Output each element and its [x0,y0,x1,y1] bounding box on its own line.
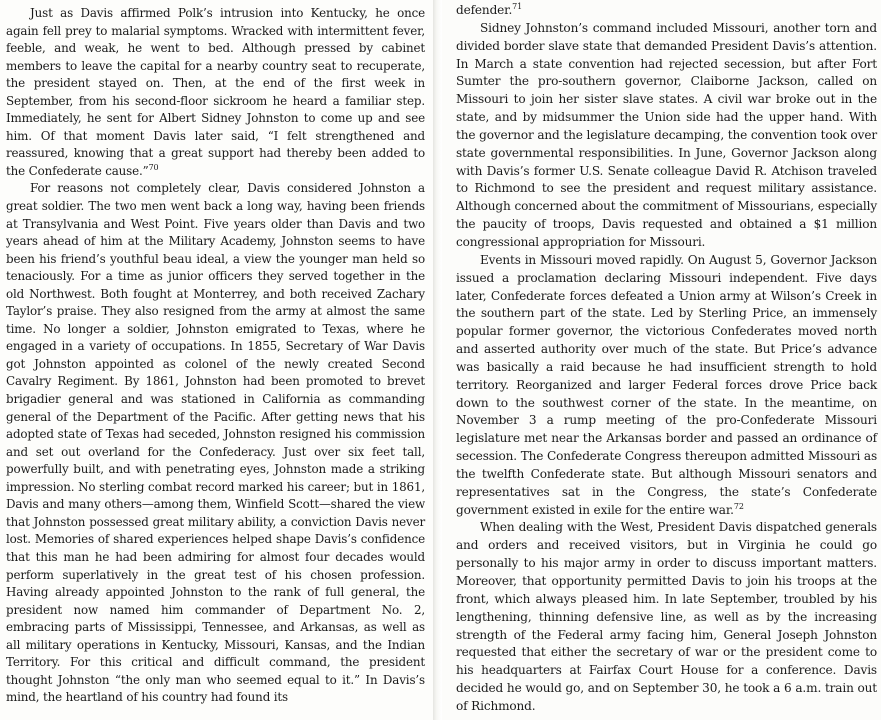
right-text-column [456,2,877,716]
right-page [442,0,881,720]
paragraph-text: Events in Missouri moved rapidly. On August 5, Governor Jackson issued a proclamation declaring Missouri independent. Five days later, Confederate forces defeated a Union army at Wilson’s Creek in the southern part of the state. Led by Sterling Price, an immensely popular former governor, the victorious Confederates moved north and asserted authority over much of the state. But Price’s advance was basically a raid because he had insufficient strength to hold territory. Reorganized and larger Federal forces drove Price back down to the southwest corner of the state. In the meantime, on November 3 a rump meeting of the pro-Confederate Missouri legislature met near the Arkansas border and passed an ordinance of secession. The Confederate Congress thereupon admitted Missouri as the twelfth Confederate state. But although Missouri senators and representatives sat in the Congress, the state’s Confederate government existed in exile for the entire war. [456,252,877,517]
paragraph-text: Just as Davis affirmed Polk’s intrusion into Kentucky, he once again fell prey to malarial symptoms. Wracked with intermittent fever, feeble, and weak, he went to bed. Although pressed by cabinet members to leave the capital for a nearby country seat to recuperate, the president stayed on. Then, at the end of the first week in September, from his second-floor sickroom he heard a familiar step. Immediately, he sent for Albert Sidney Johnston to come up and see him. Of that moment Davis later said, “I felt strengthened and reassured, knowing that a great support had thereby been added to the Confederate cause.” [6,6,425,178]
paragraph [456,519,877,715]
paragraph [6,5,425,180]
book-gutter [433,0,442,720]
paragraph-text: For reasons not completely clear, Davis considered Johnston a great soldier. The two men went back a long way, having been friends at Transylvania and West Point. Five years older than Davis and two years ahead of him at the Military Academy, Johnston seems to have been his friend’s youthful beau ideal, a view the younger man held so tenaciously. For a time as junior officers they served together in the old Northwest. Both fought at Monterrey, and both received Zachary Taylor’s praise. They also resigned from the army at almost the same time. No longer a soldier, Johnston emigrated to Texas, where he engaged in a variety of occupations. In 1855, Secretary of War Davis got Johnston appointed as colonel of the newly created Second Cavalry Regiment. By 1861, Johnston had been promoted to brevet brigadier general and was stationed in California as commanding general of the Department of the Pacific. After getting news that his adopted state of Texas had seceded, Johnston resigned his commission and set out overland for the Confederacy. Just over six feet tall, powerfully built, and with penetrating eyes, Johnston made a striking impression. No sterling combat record marked his career; but in 1861, Davis and many others—among them, Winfield Scott—shared the view that Johnston possessed great military ability, a conviction Davis never lost. Memories of shared experiences helped shape Davis’s confidence that this man he had been admiring for almost four decades would perform superlatively in the great test of his chosen profession. Having already appointed Johnston to the rank of full general, the president now named him commander of Department No. 2, embracing parts of Mississippi, Tennessee, and Arkansas, as well as all military operations in Kentucky, Missouri, Kansas, and the Indian Territory. For this critical and difficult command, the president thought Johnston “the only man who seemed equal to it.” In Davis’s mind, the heartland of his country had found its [6,181,425,705]
paragraph-text: Sidney Johnston’s command included Missouri, another torn and divided border slave state that demanded President Davis’s attention. In March a state convention had rejected secession, but after Fort Sumter the pro-southern governor, Claiborne Jackson, called on Missouri to join her sister slave states. A civil war broke out in the state, and by midsummer the Union side had the upper hand. With the governor and the legislature decamping, the convention took over state governmental responsibilities. In June, Governor Jackson along with Davis’s former U.S. Senate colleague David R. Atchison traveled to Richmond to see the president and request military assistance. Although concerned about the commitment of Missourians, especially the paucity of troops, Davis requested and obtained a $1 million congressional appropriation for Missouri. [456,20,877,249]
left-text-column [6,5,425,707]
paragraph-text: When dealing with the West, President Davis dispatched generals and orders and received visitors, but in Virginia he could go personally to his major army in order to discuss important matters. Moreover, that opportunity permitted Davis to join his troops at the front, which always pleased him. In late September, troubled by his lengthening, thinning defensive line, as well as by the increasing strength of the Federal army facing him, General Joseph Johnston requested that either the secretary of war or the president come to his headquarters at Fairfax Court House for a conference. Davis decided he would go, and on September 30, he took a 6 a.m. train out of Richmond. [456,520,877,713]
paragraph-text: defender. [456,3,513,17]
footnote-ref: 72 [733,501,744,511]
paragraph [6,180,425,706]
paragraph [456,20,877,252]
paragraph-continuation [456,2,877,20]
footnote-ref: 70 [148,162,159,172]
left-page [0,0,433,720]
paragraph [456,252,877,520]
footnote-ref: 71 [512,1,523,11]
